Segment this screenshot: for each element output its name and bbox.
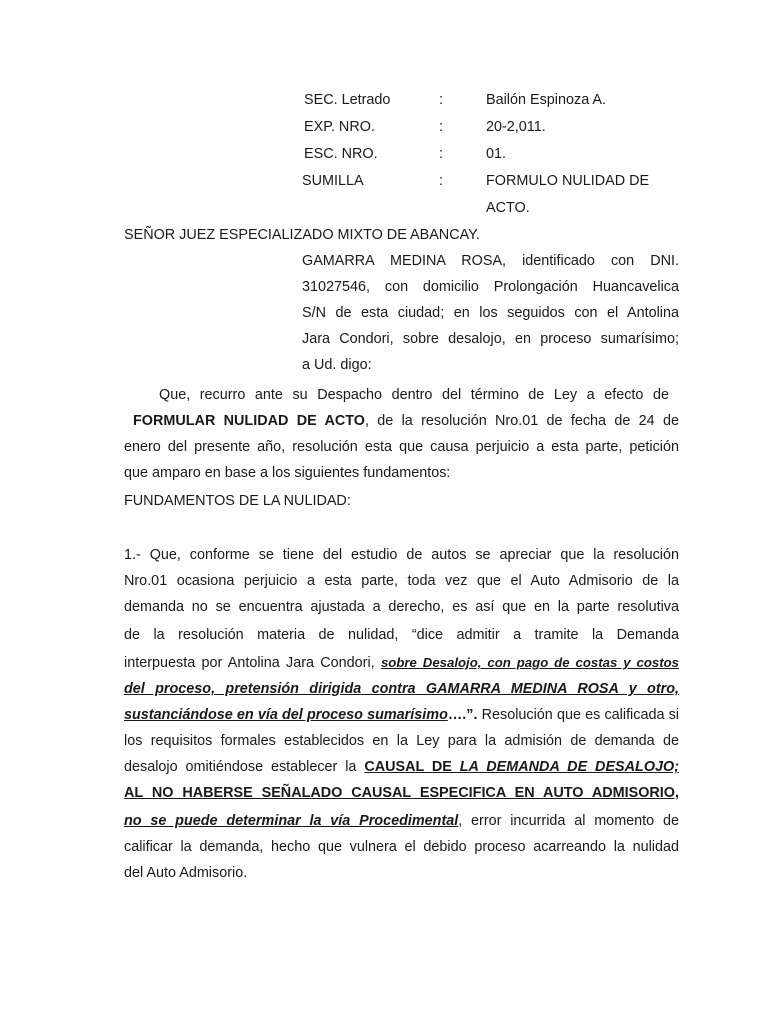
header-row-sec-letrado bbox=[0, 87, 768, 113]
intro-line: Jara Condori, sobre desalojo, en proceso sumarísimo; bbox=[302, 331, 679, 347]
point1-line: demanda no se encuentra ajustada a derecho, es así que en la parte resolutiva bbox=[124, 599, 679, 615]
intro-line: GAMARRA MEDINA ROSA, identificado con DNI. bbox=[302, 253, 679, 269]
header-sep: : bbox=[439, 119, 443, 135]
point1-line: del Auto Admisorio. bbox=[124, 865, 248, 881]
para1-line: enero del presente año, resolución esta que causa perjuicio a esta parte, petición bbox=[124, 439, 679, 455]
header-key: SUMILLA bbox=[302, 173, 364, 189]
intro-line: a Ud. digo: bbox=[302, 357, 372, 373]
header-row-esc-nro bbox=[0, 141, 768, 167]
header-sumilla-continuation: ACTO. bbox=[486, 200, 530, 216]
header-sep: : bbox=[439, 146, 443, 162]
point1-line-11 bbox=[124, 808, 679, 834]
point1-line-7 bbox=[124, 702, 679, 728]
via-procedimental-emphasis: no se puede determinar la vía Procedimental bbox=[124, 813, 459, 829]
para1-line: que amparo en base a los siguientes fundamentos: bbox=[124, 465, 451, 481]
header-value: FORMULO NULIDAD DE bbox=[486, 173, 650, 189]
header-value: 20-2,011. bbox=[486, 119, 546, 135]
intro-line: S/N de esta ciudad; en los seguidos con el Antolina bbox=[302, 305, 679, 321]
header-row-exp-nro bbox=[0, 114, 768, 140]
point1-line-10-emphasis: AL NO HABERSE SEÑALADO CAUSAL ESPECIFICA EN AUTO ADMISORIO, bbox=[124, 785, 679, 801]
header-sep: : bbox=[439, 92, 443, 108]
addressee: SEÑOR JUEZ ESPECIALIZADO MIXTO DE ABANCAY. bbox=[124, 227, 480, 243]
point1-text: interpuesta por Antolina Jara Condori, bbox=[124, 655, 381, 671]
point1-line-9 bbox=[124, 754, 679, 780]
formular-nulidad-emphasis: FORMULAR NULIDAD DE ACTO bbox=[133, 413, 365, 429]
quoted-emphasis: sustanciándose en vía del proceso sumarísimo bbox=[124, 707, 448, 723]
point1-line: Nro.01 ocasiona perjuicio a esta parte, toda vez que el Auto Admisorio de la bbox=[124, 573, 679, 589]
header-key: EXP. NRO. bbox=[304, 119, 375, 135]
point1-text: Resolución que es calificada si bbox=[477, 707, 680, 723]
header-value: Bailón Espinoza A. bbox=[486, 92, 607, 108]
point1-line-6-emphasis: del proceso, pretensión dirigida contra GAMARRA MEDINA ROSA y otro, bbox=[124, 681, 679, 697]
causal-emphasis-italic: LA DEMANDA DE DESALOJO; bbox=[459, 759, 680, 775]
closing-quote: ….”. bbox=[447, 707, 478, 723]
point1-text: desalojo omitiéndose establecer la bbox=[124, 759, 365, 775]
point1-line: de la resolución materia de nulidad, “dice admitir a tramite la Demanda bbox=[124, 627, 679, 643]
point1-line: calificar la demanda, hecho que vulnera el debido proceso acarreando la nulidad bbox=[124, 839, 679, 855]
causal-emphasis: CAUSAL DE bbox=[364, 759, 460, 775]
header-sep: : bbox=[439, 173, 443, 189]
header-key: SEC. Letrado bbox=[304, 92, 391, 108]
point1-text: , error incurrida al momento de bbox=[458, 813, 679, 829]
para1-text: , de la resolución Nro.01 de fecha de 24 de bbox=[364, 413, 679, 429]
para1-line-2 bbox=[133, 408, 679, 434]
section-title: FUNDAMENTOS DE LA NULIDAD: bbox=[124, 493, 351, 509]
header-key: ESC. NRO. bbox=[304, 146, 378, 162]
point1-line: los requisitos formales establecidos en la Ley para la admisión de demanda de bbox=[124, 733, 679, 749]
point1-line-5 bbox=[124, 650, 679, 676]
header-value: 01. bbox=[486, 146, 507, 162]
para1-line: Que, recurro ante su Despacho dentro del término de Ley a efecto de bbox=[159, 387, 669, 403]
header-row-sumilla bbox=[0, 168, 768, 194]
point1-line: 1.- Que, conforme se tiene del estudio de autos se apreciar que la resolución bbox=[124, 547, 679, 563]
intro-line: 31027546, con domicilio Prolongación Huancavelica bbox=[302, 279, 679, 295]
quoted-emphasis: sobre Desalojo, con pago de costas y costos bbox=[380, 655, 679, 670]
